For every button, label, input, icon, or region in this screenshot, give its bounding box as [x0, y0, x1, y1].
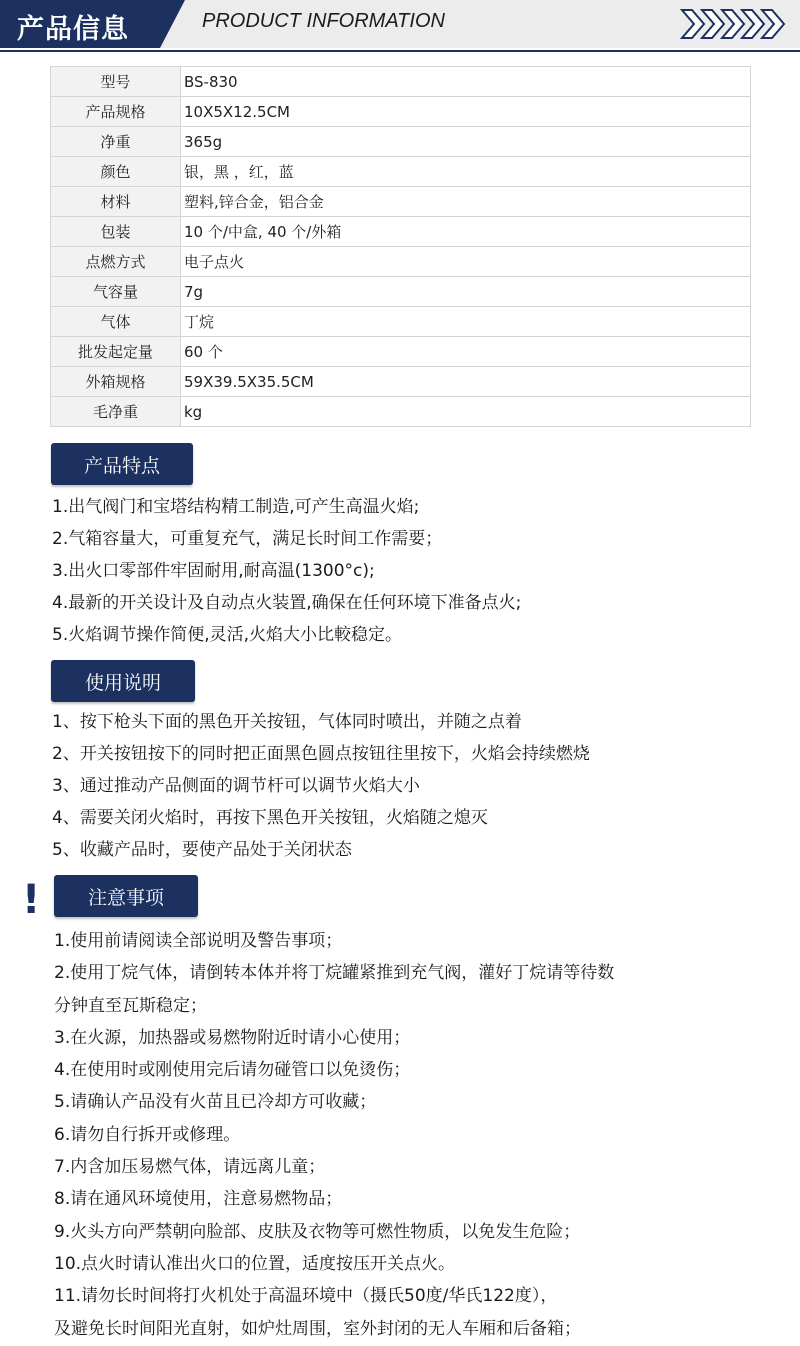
spec-row [51, 127, 751, 157]
usage-item: 4、需要关闭火焰时，再按下黑色开关按钮，火焰随之熄灭 [52, 808, 488, 828]
spec-key: 外箱规格 [51, 367, 181, 397]
note-item: 3.在火源，加热器或易燃物附近时请小心使用； [54, 1027, 411, 1048]
note-item: 2.使用丁烷气体，请倒转本体并将丁烷罐紧推到充气阀，灌好丁烷请等待数 [54, 963, 615, 984]
notes-heading: 注意事项 [54, 875, 198, 917]
feature-item: 1.出气阀门和宝塔结构精工制造,可产生高温火焰; [52, 497, 420, 517]
usage-item: 1、按下枪头下面的黑色开关按钮，气体同时喷出，并随之点着 [52, 712, 522, 732]
spec-row [51, 337, 751, 367]
spec-row [51, 397, 751, 427]
spec-table [50, 66, 751, 427]
header-underline [0, 50, 800, 52]
spec-key: 颜色 [51, 157, 181, 187]
note-item: 9.火头方向严禁朝向脸部、皮肤及衣物等可燃性物质，以免发生危险； [54, 1221, 581, 1242]
exclamation-icon: ! [22, 877, 41, 923]
note-item: 10.点火时请认准出火口的位置，适度按压开关点火。 [54, 1253, 456, 1274]
spec-key: 批发起定量 [51, 337, 181, 367]
spec-row [51, 187, 751, 217]
feature-item: 5.火焰调节操作简便,灵活,火焰大小比較稳定。 [52, 625, 403, 645]
spec-value: 银，黑 ，红，蓝 [181, 157, 751, 187]
page-title: 产品信息 [17, 14, 129, 45]
spec-key: 净重 [51, 127, 181, 157]
spec-value: 10 个/中盒, 40 个/外箱 [181, 217, 751, 247]
spec-key: 包装 [51, 217, 181, 247]
spec-row [51, 307, 751, 337]
spec-value: 7g [181, 277, 751, 307]
feature-item: 3.出火口零部件牢固耐用,耐高温(1300°c); [52, 561, 375, 581]
feature-item: 4.最新的开关设计及自动点火装置,确保在任何环境下准备点火; [52, 593, 522, 613]
note-item: 1.使用前请阅读全部说明及警告事项； [54, 931, 343, 951]
spec-row [51, 277, 751, 307]
feature-item: 2.气箱容量大，可重复充气，满足长时间工作需要； [52, 529, 443, 549]
spec-key: 材料 [51, 187, 181, 217]
spec-key: 气体 [51, 307, 181, 337]
note-item: 4.在使用时或刚使用完后请勿碰管口以免烫伤； [54, 1060, 411, 1081]
note-item: 8.请在通风环境使用，注意易燃物品； [54, 1189, 343, 1210]
features-list [52, 491, 521, 651]
spec-value: BS-830 [181, 67, 751, 97]
spec-key: 点燃方式 [51, 247, 181, 277]
spec-value: 电子点火 [181, 247, 751, 277]
spec-row [51, 247, 751, 277]
spec-value: kg [181, 397, 751, 427]
spec-row [51, 67, 751, 97]
spec-value: 60 个 [181, 337, 751, 367]
chevrons-icon [680, 8, 786, 40]
spec-row [51, 157, 751, 187]
usage-heading: 使用说明 [51, 660, 195, 702]
page-subtitle: PRODUCT INFORMATION [202, 10, 445, 32]
features-heading: 产品特点 [51, 443, 193, 485]
spec-value: 59X39.5X35.5CM [181, 367, 751, 397]
spec-row [51, 97, 751, 127]
note-item: 及避免长时间阳光直射，如炉灶周围，室外封闭的无人车厢和后备箱； [54, 1318, 581, 1339]
spec-key: 毛净重 [51, 397, 181, 427]
usage-list [52, 706, 590, 866]
note-item: 5.请确认产品没有火苗且已冷却方可收藏； [54, 1092, 377, 1113]
spec-value: 10X5X12.5CM [181, 97, 751, 127]
notes-list [54, 925, 614, 1345]
spec-key: 型号 [51, 67, 181, 97]
spec-value: 365g [181, 127, 751, 157]
usage-item: 5、收藏产品时，要使产品处于关闭状态 [52, 840, 352, 860]
spec-row [51, 217, 751, 247]
note-item: 11.请勿长时间将打火机处于高温环境中（摄氏50度/华氏122度）， [54, 1286, 558, 1307]
spec-key: 产品规格 [51, 97, 181, 127]
spec-key: 气容量 [51, 277, 181, 307]
spec-value: 塑料,锌合金，铝合金 [181, 187, 751, 217]
note-item: 6.请勿自行拆开或修理。 [54, 1124, 241, 1145]
spec-value: 丁烷 [181, 307, 751, 337]
usage-item: 2、开关按钮按下的同时把正面黑色圆点按钮往里按下，火焰会持续燃烧 [52, 744, 590, 764]
spec-row [51, 367, 751, 397]
note-item: 分钟直至瓦斯稳定； [54, 995, 207, 1016]
usage-item: 3、通过推动产品侧面的调节杆可以调节火焰大小 [52, 776, 420, 796]
note-item: 7.内含加压易燃气体，请远离儿童； [54, 1157, 326, 1178]
